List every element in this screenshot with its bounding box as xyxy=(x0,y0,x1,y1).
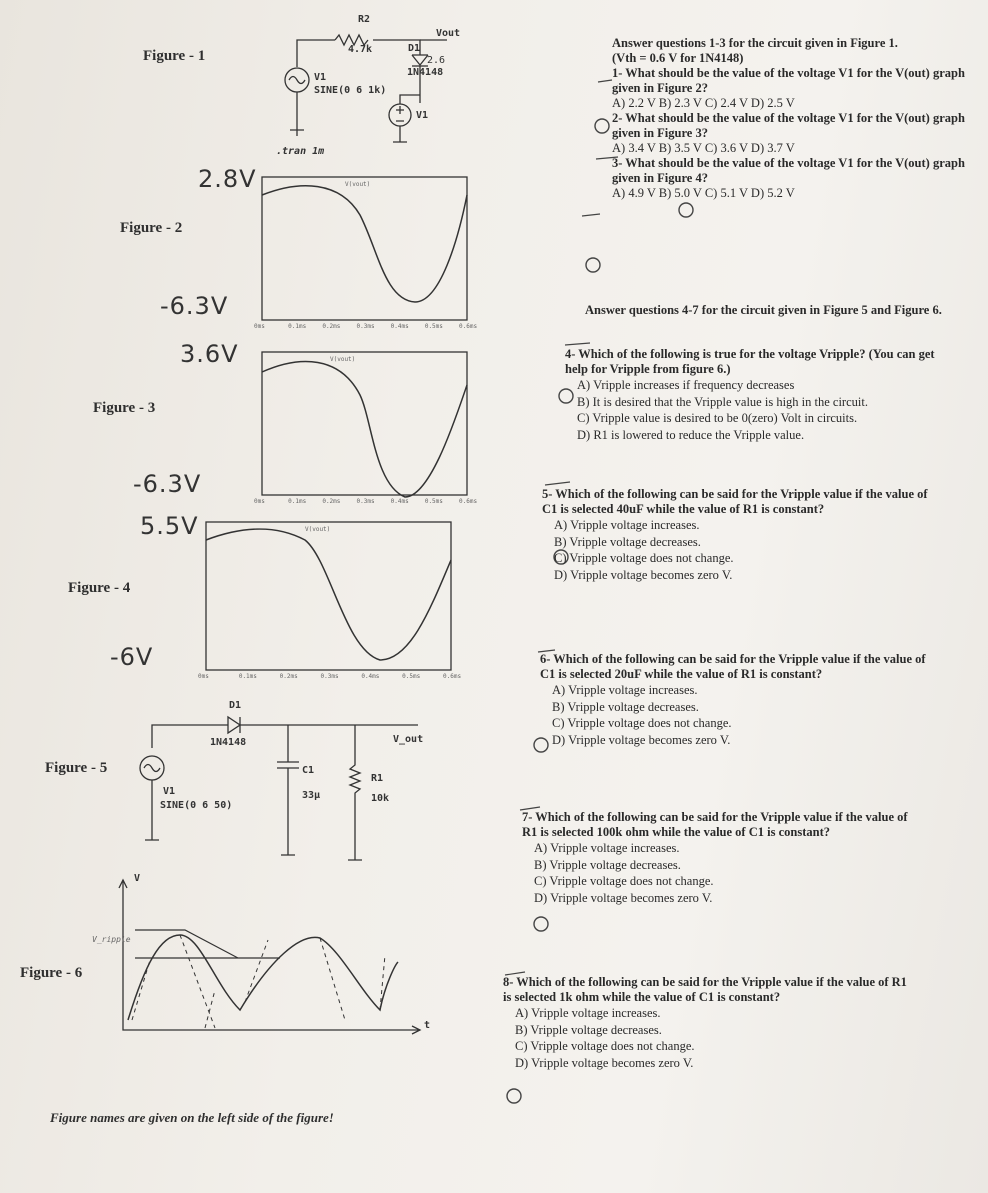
d1-value: 1N4148 xyxy=(407,67,444,78)
fig6-ripple-label: V_ripple xyxy=(92,935,131,944)
figure4-min-value: -6V xyxy=(110,643,154,671)
figure2-tick: 0.4ms xyxy=(390,323,409,330)
v1-right-name: V1 xyxy=(416,110,429,121)
figure6-label: Figure - 6 xyxy=(20,965,83,981)
question-block xyxy=(565,347,955,443)
answer-option: C) Vripple voltage does not change. xyxy=(515,1039,695,1053)
fig6-y-axis: V xyxy=(134,873,141,884)
vout-label: Vout xyxy=(436,28,461,39)
answer-option: B) Vripple voltage decreases. xyxy=(554,534,701,549)
figure4-max-value: 5.5V xyxy=(140,512,199,540)
answer-option: A) Vripple voltage increases. xyxy=(554,518,700,532)
answer-option: D) Vripple voltage becomes zero V. xyxy=(515,1055,694,1070)
fig6-x-axis: t xyxy=(424,1020,431,1031)
question-block xyxy=(503,975,908,1071)
answer-option: C) Vripple voltage does not change. xyxy=(534,874,714,888)
answer-option: D) R1 is lowered to reduce the Vripple value. xyxy=(577,427,805,442)
figure3-trace-label: V(vout) xyxy=(330,356,356,363)
figure6-ripple-sketch xyxy=(119,880,420,1034)
figure5-schematic xyxy=(140,717,418,860)
section1-intro: Answer questions 1-3 for the circuit given in Figure 1. xyxy=(612,36,898,50)
question-text: 8- Which of the following can be said for the Vripple value if the value of R1 is selected 1k ohm while the value of C1 is constant? xyxy=(503,975,907,1004)
figure3-tick: 0.3ms xyxy=(356,498,375,505)
figure3-label: Figure - 3 xyxy=(93,400,156,416)
answer-option: D) Vripple voltage becomes zero V. xyxy=(554,567,733,582)
figure4-tick: 0.5ms xyxy=(402,673,421,680)
figure3-tick: 0.2ms xyxy=(322,498,341,505)
r1-resistor-icon xyxy=(348,725,362,860)
figure4-tick: 0.6ms xyxy=(443,673,462,680)
question-text: 2- What should be the value of the voltage V1 for the V(out) graph given in Figure 3? xyxy=(612,111,965,140)
figure3-min-value: -6.3V xyxy=(133,470,202,498)
r1-name: R1 xyxy=(371,773,384,784)
figure3-max-value: 3.6V xyxy=(180,340,239,368)
question-text: 3- What should be the value of the voltage V1 for the V(out) graph given in Figure 4? xyxy=(612,156,965,185)
figure2-tick: 0.2ms xyxy=(322,323,341,330)
fig5-vout-label: V_out xyxy=(393,734,424,745)
d1-name: D1 xyxy=(408,43,421,54)
answer-option: B) Vripple voltage decreases. xyxy=(534,857,681,872)
figure2-waveform xyxy=(262,186,467,302)
figure4-tick: 0ms xyxy=(198,673,209,680)
v1-value: SINE(0 6 1k) xyxy=(314,85,387,96)
footer-note: Figure names are given on the left side of the figure! xyxy=(50,1110,334,1125)
answer-option: B) Vripple voltage decreases. xyxy=(552,699,699,714)
figure2-max-value: 2.8V xyxy=(198,165,257,193)
answer-option: B) It is desired that the Vripple value is high in the circuit. xyxy=(577,394,868,409)
answer-option: C) Vripple voltage does not change. xyxy=(554,551,734,565)
answer-option: A) Vripple voltage increases. xyxy=(534,841,680,855)
section1-questions xyxy=(612,66,972,201)
figure4-tick: 0.2ms xyxy=(279,673,298,680)
answer-option: A) Vripple voltage increases. xyxy=(552,683,698,697)
answer-option: C) Vripple value is desired to be 0(zero) Volt in circuits. xyxy=(577,411,858,425)
figure4-trace-label: V(vout) xyxy=(305,526,331,533)
figure4-plot-frame xyxy=(206,522,451,670)
question-text: 7- Which of the following can be said for the Vripple value if the value of R1 is selected 100k ohm while the value of C1 is constant? xyxy=(522,810,908,839)
figure4-label: Figure - 4 xyxy=(68,580,131,596)
question-text: 4- Which of the following is true for the voltage Vripple? (You can get help for Vripple from figure 6.) xyxy=(565,347,935,376)
figure3-waveform xyxy=(262,362,467,497)
c1-name: C1 xyxy=(302,765,315,776)
section1 xyxy=(612,36,972,201)
question-text: 1- What should be the value of the voltage V1 for the V(out) graph given in Figure 2? xyxy=(612,66,965,95)
answer-marks xyxy=(507,119,693,1103)
question-options: A) 3.4 V B) 3.5 V C) 3.6 V D) 3.7 V xyxy=(612,141,795,155)
section2-intro: Answer questions 4-7 for the circuit given in Figure 5 and Figure 6. xyxy=(585,303,942,317)
figure4-tick: 0.4ms xyxy=(361,673,380,680)
fig5-d1-value: 1N4148 xyxy=(210,737,247,748)
figure2-trace-label: V(vout) xyxy=(345,181,371,188)
c1-value: 33µ xyxy=(302,790,321,801)
figure2-min-value: -6.3V xyxy=(160,292,229,320)
question-text: 5- Which of the following can be said for the Vripple value if the value of C1 is selected 40uF while the value of R1 is constant? xyxy=(542,487,928,516)
answer-option: D) Vripple voltage becomes zero V. xyxy=(552,732,731,747)
figure4-waveform xyxy=(206,529,451,660)
question-block xyxy=(542,487,942,583)
figure2-tick: 0ms xyxy=(254,323,265,330)
r2-name: R2 xyxy=(358,14,371,25)
question-options: A) 2.2 V B) 2.3 V C) 2.4 V D) 2.5 V xyxy=(612,96,795,110)
question-block xyxy=(522,810,922,906)
answer-option: A) Vripple increases if frequency decreases xyxy=(577,378,795,392)
answer-option: B) Vripple voltage decreases. xyxy=(515,1022,662,1037)
question-block xyxy=(540,652,935,748)
figure1-label: Figure - 1 xyxy=(143,48,206,64)
c1-capacitor-icon xyxy=(277,725,299,855)
figure2-tick: 0.5ms xyxy=(424,323,443,330)
section2 xyxy=(585,303,965,318)
question-text: 6- Which of the following can be said for the Vripple value if the value of C1 is selected 20uF while the value of R1 is constant? xyxy=(540,652,926,681)
figure3-tick: 0.5ms xyxy=(424,498,443,505)
figure2-tick: 0.6ms xyxy=(459,323,478,330)
figure5-d1-diode-icon xyxy=(228,717,240,733)
answer-option: D) Vripple voltage becomes zero V. xyxy=(534,890,713,905)
figure4-tick: 0.1ms xyxy=(238,673,257,680)
fig5-d1-name: D1 xyxy=(229,700,242,711)
d1-handwritten-note: 2.6 xyxy=(427,55,446,66)
figure3-tick: 0.1ms xyxy=(288,498,307,505)
figure2-tick: 0.1ms xyxy=(288,323,307,330)
section1-intro2: (Vth = 0.6 V for 1N4148) xyxy=(612,51,744,65)
figure2-plot-frame xyxy=(262,177,467,320)
d1-diode-icon xyxy=(412,55,428,65)
figure3-plot-frame xyxy=(262,352,467,495)
answer-option: C) Vripple voltage does not change. xyxy=(552,716,732,730)
r2-value: 4.7k xyxy=(348,44,373,55)
figure3-tick: 0ms xyxy=(254,498,265,505)
figure2-label: Figure - 2 xyxy=(120,220,183,236)
figure2-tick: 0.3ms xyxy=(356,323,375,330)
fig5-v1-value: SINE(0 6 50) xyxy=(160,800,233,811)
v1-name: V1 xyxy=(314,72,327,83)
figure4-tick: 0.3ms xyxy=(320,673,339,680)
answer-option: A) Vripple voltage increases. xyxy=(515,1006,661,1020)
fig5-v1-name: V1 xyxy=(163,786,176,797)
tran-directive: .tran 1m xyxy=(276,146,325,157)
r1-value: 10k xyxy=(371,793,390,804)
figure3-tick: 0.6ms xyxy=(459,498,478,505)
figure5-label: Figure - 5 xyxy=(45,760,108,776)
question-options: A) 4.9 V B) 5.0 V C) 5.1 V D) 5.2 V xyxy=(612,186,795,200)
figure3-tick: 0.4ms xyxy=(390,498,409,505)
